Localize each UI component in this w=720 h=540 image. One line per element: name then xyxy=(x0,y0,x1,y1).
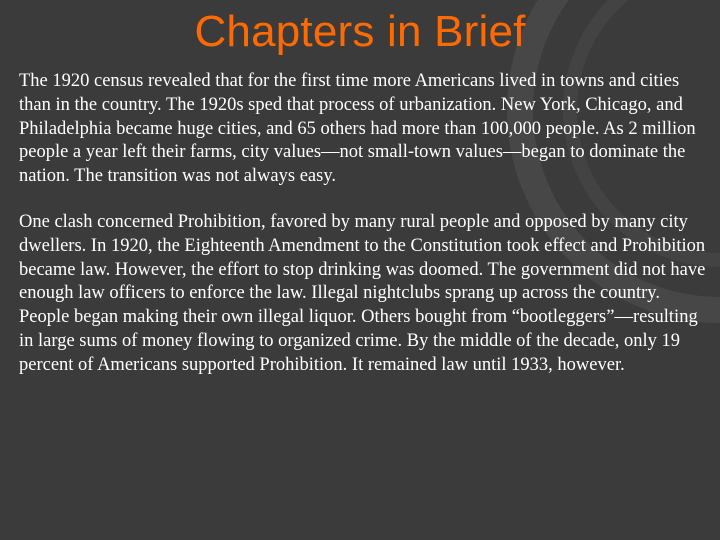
slide-body xyxy=(19,70,709,400)
paragraph-urbanization: The 1920 census revealed that for the first time more Americans lived in towns and cities than in the country. The 1920s sped that process of urbanization. New York, Chicago, and Philadelphia became huge cities, and 65 others had more than 100,000 people. As 2 million people a year left their farms, city values—not small-town values—began to dominate the nation. The transition was not always easy. xyxy=(19,71,696,187)
paragraph-prohibition: One clash concerned Prohibition, favored by many rural people and opposed by many city dwellers. In 1920, the Eighteenth Amendment to the Constitution took effect and Prohibition became law. However, the effort to stop drinking was doomed. The government did not have enough law officers to enforce the law. Illegal nightclubs sprang up across the country. People began making their own illegal liquor. Others bought from “bootleggers”—resulting in large sums of money flowing to organized crime. By the middle of the decade, only 19 percent of Americans supported Prohibition. It remained law until 1933, however. xyxy=(19,211,706,375)
slide-title: Chapters in Brief xyxy=(194,7,526,56)
